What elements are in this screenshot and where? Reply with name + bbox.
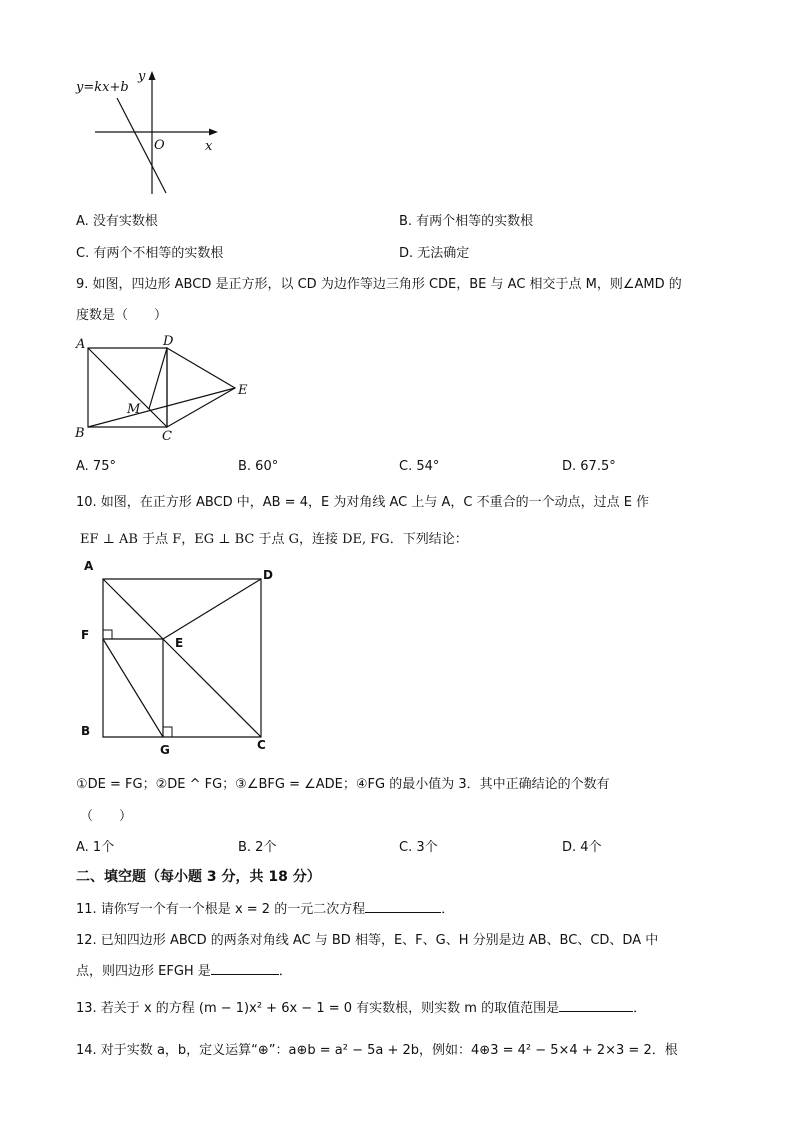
q8-option-a: A. 没有实数根 <box>76 214 158 229</box>
triangle-cde <box>167 348 235 427</box>
x-axis-arrow-icon <box>209 129 218 136</box>
q13-question <box>76 997 646 1016</box>
right-angle-mark-g <box>163 727 172 737</box>
label-d: D <box>163 334 174 349</box>
q11-answer-blank[interactable] <box>365 900 441 913</box>
q10-text-line2: EF ⊥ AB 于点 F，EG ⊥ BC 于点 G，连接 DE, FG．下列结论： <box>80 532 468 547</box>
q14-text: 14. 对于实数 a，b，定义运算“⊕”：a⊕b = a² − 5a + 2b，例如：4⊕3 = 4² − 5×4 + 2×3 = 2．根 <box>76 1043 678 1058</box>
q9-square-figure <box>70 332 260 447</box>
q12-end: ． <box>278 964 292 979</box>
label-b: B <box>75 426 85 441</box>
segment-dm <box>149 348 167 409</box>
label-e: E <box>238 383 248 398</box>
q10-option-b: B. 2个 <box>238 840 277 855</box>
label-c: C <box>162 429 172 444</box>
label-b: B <box>81 724 91 738</box>
q11-text: 11. 请你写一个有一个根是 x = 2 的一元二次方程 <box>76 902 366 917</box>
q11-question <box>76 898 454 917</box>
q10-square-figure <box>70 555 290 763</box>
origin-label: O <box>154 138 165 153</box>
section-2-title: 二、填空题（每小题 3 分，共 18 分） <box>76 869 321 885</box>
q8-option-d: D. 无法确定 <box>399 246 470 261</box>
q13-text: 13. 若关于 x 的方程 (m − 1)x² + 6x − 1 = 0 有实数根，则实数 m 的取值范围是 <box>76 1001 560 1016</box>
q10-conclusions: ①DE = FG；②DE ^ FG；③∠BFG = ∠ADE；④FG 的最小值为 3．其中正确结论的个数有 <box>76 777 610 792</box>
label-m: M <box>127 402 141 417</box>
y-axis-label: y <box>138 69 146 84</box>
q13-answer-blank[interactable] <box>559 999 633 1012</box>
q13-end: ． <box>633 1001 647 1016</box>
q10-text-line1: 10. 如图，在正方形 ABCD 中，AB = 4，E 为对角线 AC 上与 A，C 不重合的一个动点，过点 E 作 <box>76 495 650 510</box>
q12-text-line2: 点，则四边形 EFGH 是 <box>76 964 211 979</box>
label-c: C <box>257 738 266 752</box>
q9-option-c: C. 54° <box>399 459 440 474</box>
q12-question-line2 <box>76 960 292 979</box>
q8-graph-figure <box>70 62 230 197</box>
q9-option-a: A. 75° <box>76 459 116 474</box>
label-d: D <box>263 568 273 582</box>
label-e: E <box>175 636 184 650</box>
label-a: A <box>84 559 94 573</box>
q9-text-line1: 9. 如图，四边形 ABCD 是正方形，以 CD 为边作等边三角形 CDE，BE 与 AC 相交于点 M，则∠AMD 的 <box>76 277 682 292</box>
q10-option-d: D. 4个 <box>562 840 602 855</box>
q9-option-b: B. 60° <box>238 459 279 474</box>
q10-answer-bracket: （ ） <box>80 809 133 824</box>
q12-text-line1: 12. 已知四边形 ABCD 的两条对角线 AC 与 BD 相等，E、F、G、H 分别是边 AB、BC、CD、DA 中 <box>76 933 659 948</box>
q8-option-c: C. 有两个不相等的实数根 <box>76 246 224 261</box>
label-g: G <box>160 743 170 757</box>
label-a: A <box>76 337 86 352</box>
q10-option-c: C. 3个 <box>399 840 438 855</box>
equation-label: y=kx+b <box>76 80 129 95</box>
x-axis-label: x <box>205 139 213 154</box>
q10-option-a: A. 1个 <box>76 840 115 855</box>
right-angle-mark-f <box>103 630 112 639</box>
q8-option-b: B. 有两个相等的实数根 <box>399 214 534 229</box>
q12-answer-blank[interactable] <box>211 962 279 975</box>
q9-option-d: D. 67.5° <box>562 459 616 474</box>
q11-end: ． <box>441 902 455 917</box>
segment-fg <box>103 639 163 737</box>
diagonal-ac <box>103 579 261 737</box>
segment-de <box>163 579 261 639</box>
label-f: F <box>81 628 90 642</box>
q9-text-line2: 度数是（ ） <box>76 308 168 323</box>
y-axis-arrow-icon <box>149 71 156 80</box>
